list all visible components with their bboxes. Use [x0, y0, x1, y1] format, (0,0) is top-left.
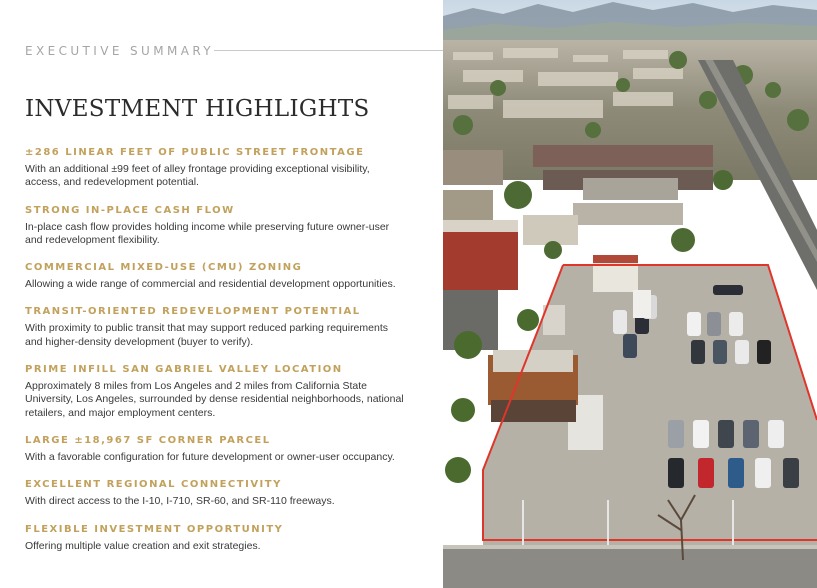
highlight-title: TRANSIT-ORIENTED REDEVELOPMENT POTENTIAL	[25, 306, 361, 318]
highlight-item	[25, 204, 405, 248]
section-divider	[214, 50, 443, 51]
highlight-item	[25, 363, 405, 420]
highlight-item	[25, 478, 405, 508]
highlight-item	[25, 261, 405, 291]
aerial-photo-illustration	[443, 0, 817, 588]
page-title: INVESTMENT HIGHLIGHTS	[25, 96, 370, 122]
highlight-body: With an additional ±99 feet of alley frontage providing exceptional visibility, access, and redevelopment potential.	[25, 163, 370, 189]
highlight-item	[25, 305, 405, 349]
highlight-body: With proximity to public transit that may support reduced parking requirements and higher-density development (buyer to verify).	[25, 322, 388, 348]
highlight-title: FLEXIBLE INVESTMENT OPPORTUNITY	[25, 523, 284, 535]
highlights-list	[25, 146, 405, 567]
highlight-body: Allowing a wide range of commercial and residential development opportunities.	[25, 278, 396, 291]
highlight-body: With a favorable configuration for future development or owner-user occupancy.	[25, 450, 395, 463]
highlight-body: Approximately 8 miles from Los Angeles and 2 miles from California State University, Los Angeles, surrounded by dense residential neighborhoods, national retailers, and major employment centers.	[25, 380, 404, 419]
aerial-parcel-photo	[443, 0, 817, 588]
highlight-title: STRONG IN-PLACE CASH FLOW	[25, 204, 235, 216]
highlight-item	[25, 434, 405, 464]
highlight-title: COMMERCIAL MIXED-USE (CMU) ZONING	[25, 262, 303, 274]
highlight-title: PRIME INFILL SAN GABRIEL VALLEY LOCATION	[25, 364, 343, 376]
highlight-body: Offering multiple value creation and exit strategies.	[25, 539, 261, 552]
highlight-body: With direct access to the I-10, I-710, SR-60, and SR-110 freeways.	[25, 495, 335, 508]
section-label: EXECUTIVE SUMMARY	[25, 44, 215, 58]
highlight-item	[25, 523, 405, 553]
highlight-title: LARGE ±18,967 SF CORNER PARCEL	[25, 434, 271, 446]
highlight-body: In-place cash flow provides holding income while preserving future owner-user and redevelopment flexibility.	[25, 220, 390, 246]
highlight-item	[25, 146, 405, 190]
highlight-title: ±286 LINEAR FEET OF PUBLIC STREET FRONTAGE	[25, 147, 365, 158]
highlight-title: EXCELLENT REGIONAL CONNECTIVITY	[25, 479, 282, 491]
